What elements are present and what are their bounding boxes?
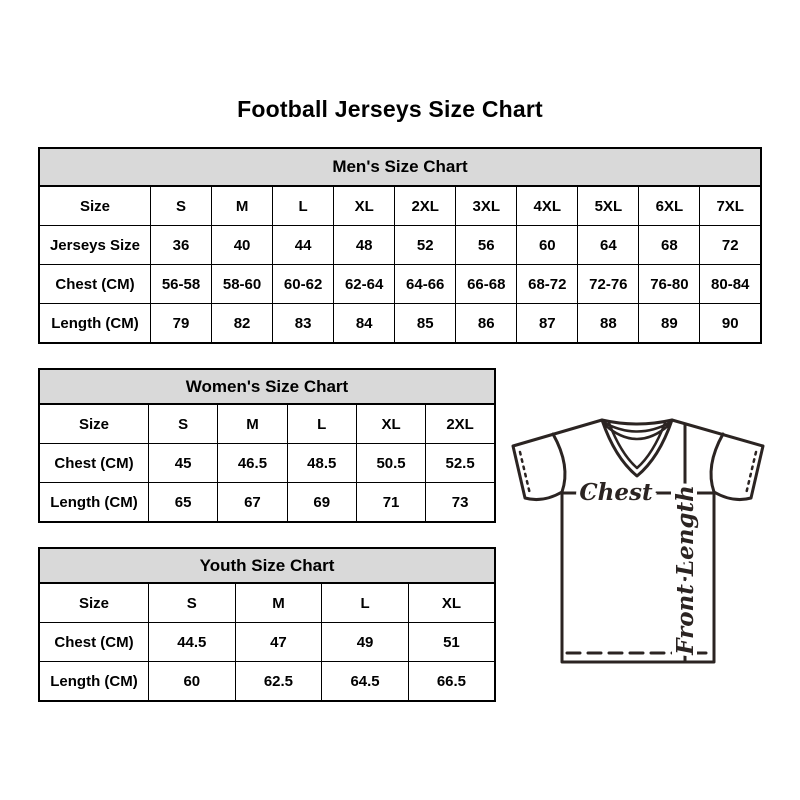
womens-size-table	[38, 368, 496, 523]
size-value-cell: S	[149, 583, 236, 623]
table-row	[39, 444, 495, 483]
row-label-cell: Size	[39, 404, 149, 444]
size-value-cell: M	[212, 186, 273, 226]
size-value-cell: 58-60	[212, 265, 273, 304]
size-value-cell: M	[235, 583, 322, 623]
table-row	[39, 623, 495, 662]
row-label-cell: Length (CM)	[39, 662, 149, 702]
size-value-cell: 60	[149, 662, 236, 702]
row-label-cell: Jerseys Size	[39, 226, 151, 265]
row-label-cell: Size	[39, 186, 151, 226]
size-value-cell: 3XL	[456, 186, 517, 226]
table-row	[39, 404, 495, 444]
size-value-cell: 40	[212, 226, 273, 265]
size-value-cell: 7XL	[700, 186, 761, 226]
jersey-outline	[513, 420, 763, 662]
table-row	[39, 304, 761, 344]
size-value-cell: 49	[322, 623, 409, 662]
row-label-cell: Chest (CM)	[39, 444, 149, 483]
size-value-cell: XL	[408, 583, 495, 623]
size-value-cell: 65	[149, 483, 218, 523]
size-value-cell: 86	[456, 304, 517, 344]
size-value-cell: 56-58	[151, 265, 212, 304]
size-value-cell: 80-84	[700, 265, 761, 304]
size-value-cell: 73	[426, 483, 495, 523]
size-value-cell: 68	[639, 226, 700, 265]
jersey-diagram-icon	[505, 408, 767, 670]
youth-size-table	[38, 547, 496, 702]
size-value-cell: 83	[273, 304, 334, 344]
size-value-cell: 67	[218, 483, 287, 523]
size-value-cell: 48	[334, 226, 395, 265]
size-value-cell: 4XL	[517, 186, 578, 226]
size-value-cell: 52.5	[426, 444, 495, 483]
size-value-cell: 60-62	[273, 265, 334, 304]
mens-size-table	[38, 147, 762, 344]
table-row	[39, 583, 495, 623]
row-label-cell: Length (CM)	[39, 483, 149, 523]
size-value-cell: 56	[456, 226, 517, 265]
size-value-cell: 51	[408, 623, 495, 662]
size-value-cell: 76-80	[639, 265, 700, 304]
size-value-cell: L	[273, 186, 334, 226]
size-value-cell: 66-68	[456, 265, 517, 304]
size-value-cell: 90	[700, 304, 761, 344]
size-value-cell: XL	[334, 186, 395, 226]
size-value-cell: 66.5	[408, 662, 495, 702]
size-value-cell: S	[149, 404, 218, 444]
row-label-cell: Size	[39, 583, 149, 623]
youth-table-header: Youth Size Chart	[38, 547, 496, 584]
row-label-cell: Chest (CM)	[39, 623, 149, 662]
size-value-cell: 45	[149, 444, 218, 483]
size-value-cell: 52	[395, 226, 456, 265]
size-value-cell: 72-76	[578, 265, 639, 304]
table-row	[39, 662, 495, 702]
table-row	[39, 483, 495, 523]
size-value-cell: 64.5	[322, 662, 409, 702]
size-value-cell: S	[151, 186, 212, 226]
size-value-cell: 2XL	[395, 186, 456, 226]
size-value-cell: 82	[212, 304, 273, 344]
size-value-cell: M	[218, 404, 287, 444]
youth-table-grid	[38, 582, 496, 702]
size-value-cell: 89	[639, 304, 700, 344]
size-value-cell: 62-64	[334, 265, 395, 304]
front-length-label: Front Length	[672, 485, 699, 655]
mens-table-grid	[38, 185, 762, 344]
chest-label: Chest	[579, 479, 653, 506]
size-value-cell: 84	[334, 304, 395, 344]
size-value-cell: 88	[578, 304, 639, 344]
size-value-cell: 87	[517, 304, 578, 344]
womens-table-grid	[38, 403, 496, 523]
size-value-cell: 2XL	[426, 404, 495, 444]
size-value-cell: 5XL	[578, 186, 639, 226]
size-value-cell: 64-66	[395, 265, 456, 304]
size-value-cell: 36	[151, 226, 212, 265]
size-value-cell: 79	[151, 304, 212, 344]
size-value-cell: 71	[356, 483, 425, 523]
mens-table-header: Men's Size Chart	[38, 147, 762, 187]
size-value-cell: XL	[356, 404, 425, 444]
size-value-cell: 64	[578, 226, 639, 265]
table-row	[39, 265, 761, 304]
size-value-cell: 85	[395, 304, 456, 344]
size-value-cell: 47	[235, 623, 322, 662]
size-value-cell: 48.5	[287, 444, 356, 483]
womens-table-header: Women's Size Chart	[38, 368, 496, 405]
size-value-cell: L	[322, 583, 409, 623]
size-value-cell: 6XL	[639, 186, 700, 226]
size-value-cell: 60	[517, 226, 578, 265]
size-value-cell: 44	[273, 226, 334, 265]
size-value-cell: 50.5	[356, 444, 425, 483]
row-label-cell: Chest (CM)	[39, 265, 151, 304]
table-row	[39, 186, 761, 226]
jersey-measurement-diagram	[505, 408, 767, 670]
size-value-cell: 69	[287, 483, 356, 523]
size-value-cell: L	[287, 404, 356, 444]
table-row	[39, 226, 761, 265]
size-value-cell: 72	[700, 226, 761, 265]
row-label-cell: Length (CM)	[39, 304, 151, 344]
size-value-cell: 62.5	[235, 662, 322, 702]
page-title: Football Jerseys Size Chart	[237, 96, 543, 122]
size-value-cell: 68-72	[517, 265, 578, 304]
size-value-cell: 46.5	[218, 444, 287, 483]
size-value-cell: 44.5	[149, 623, 236, 662]
